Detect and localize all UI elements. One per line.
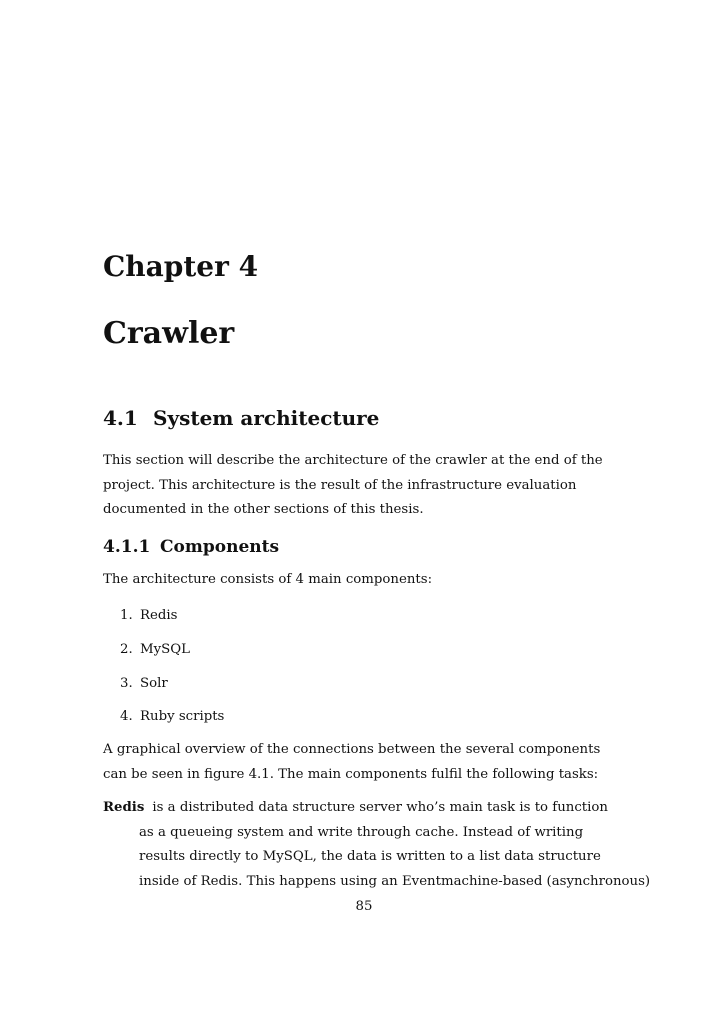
section-heading <box>103 406 379 430</box>
description-term: Redis <box>103 800 145 815</box>
page-number: 85 <box>355 899 373 914</box>
subsection-lead-paragraph <box>103 568 583 593</box>
description-line: as a queueing system and write through cache. Instead of writing <box>139 824 584 840</box>
component-description <box>103 796 651 894</box>
list-item-label: Solr <box>140 676 168 691</box>
list-item <box>120 709 224 724</box>
list-item <box>120 608 177 623</box>
paragraph-line: This section will describe the architecture of the crawler at the end of the <box>103 453 603 468</box>
list-item-label: MySQL <box>140 642 190 657</box>
paragraph-line: documented in the other sections of this thesis. <box>103 502 424 517</box>
list-item-label: Redis <box>140 608 178 623</box>
subsection-number: 4.1.1 <box>103 537 151 557</box>
list-item <box>120 642 190 657</box>
section-number: 4.1 <box>103 406 138 430</box>
list-item-label: Ruby scripts <box>140 709 225 724</box>
list-marker: 4. <box>120 709 133 724</box>
chapter-label: Chapter 4 <box>103 250 259 283</box>
description-line: results directly to MySQL, the data is written to a list data structure <box>139 849 601 864</box>
paragraph-line: project. This architecture is the result of the infrastructure evaluation <box>103 477 577 493</box>
paragraph-line: A graphical overview of the connections between the several components <box>103 742 601 757</box>
section-intro-paragraph <box>103 449 603 523</box>
list-marker: 1. <box>120 608 133 623</box>
description-line: inside of Redis. This happens using an Eventmachine-based (asynchronous) <box>139 873 651 889</box>
list-marker: 3. <box>120 676 133 691</box>
subsection-heading <box>103 537 279 557</box>
subsection-title: Components <box>160 537 280 557</box>
chapter-title: Crawler <box>103 316 235 351</box>
list-item <box>120 676 168 691</box>
list-marker: 2. <box>120 642 133 657</box>
paragraph-line: The architecture consists of 4 main components: <box>103 572 433 587</box>
section-title: System architecture <box>153 406 380 430</box>
description-first-line <box>103 796 633 821</box>
description-text: is a distributed data structure server who’s main task is to function <box>152 800 608 815</box>
paragraph-line: can be seen in figure 4.1. The main components fulfil the following tasks: <box>103 766 599 782</box>
overview-paragraph <box>103 738 603 787</box>
